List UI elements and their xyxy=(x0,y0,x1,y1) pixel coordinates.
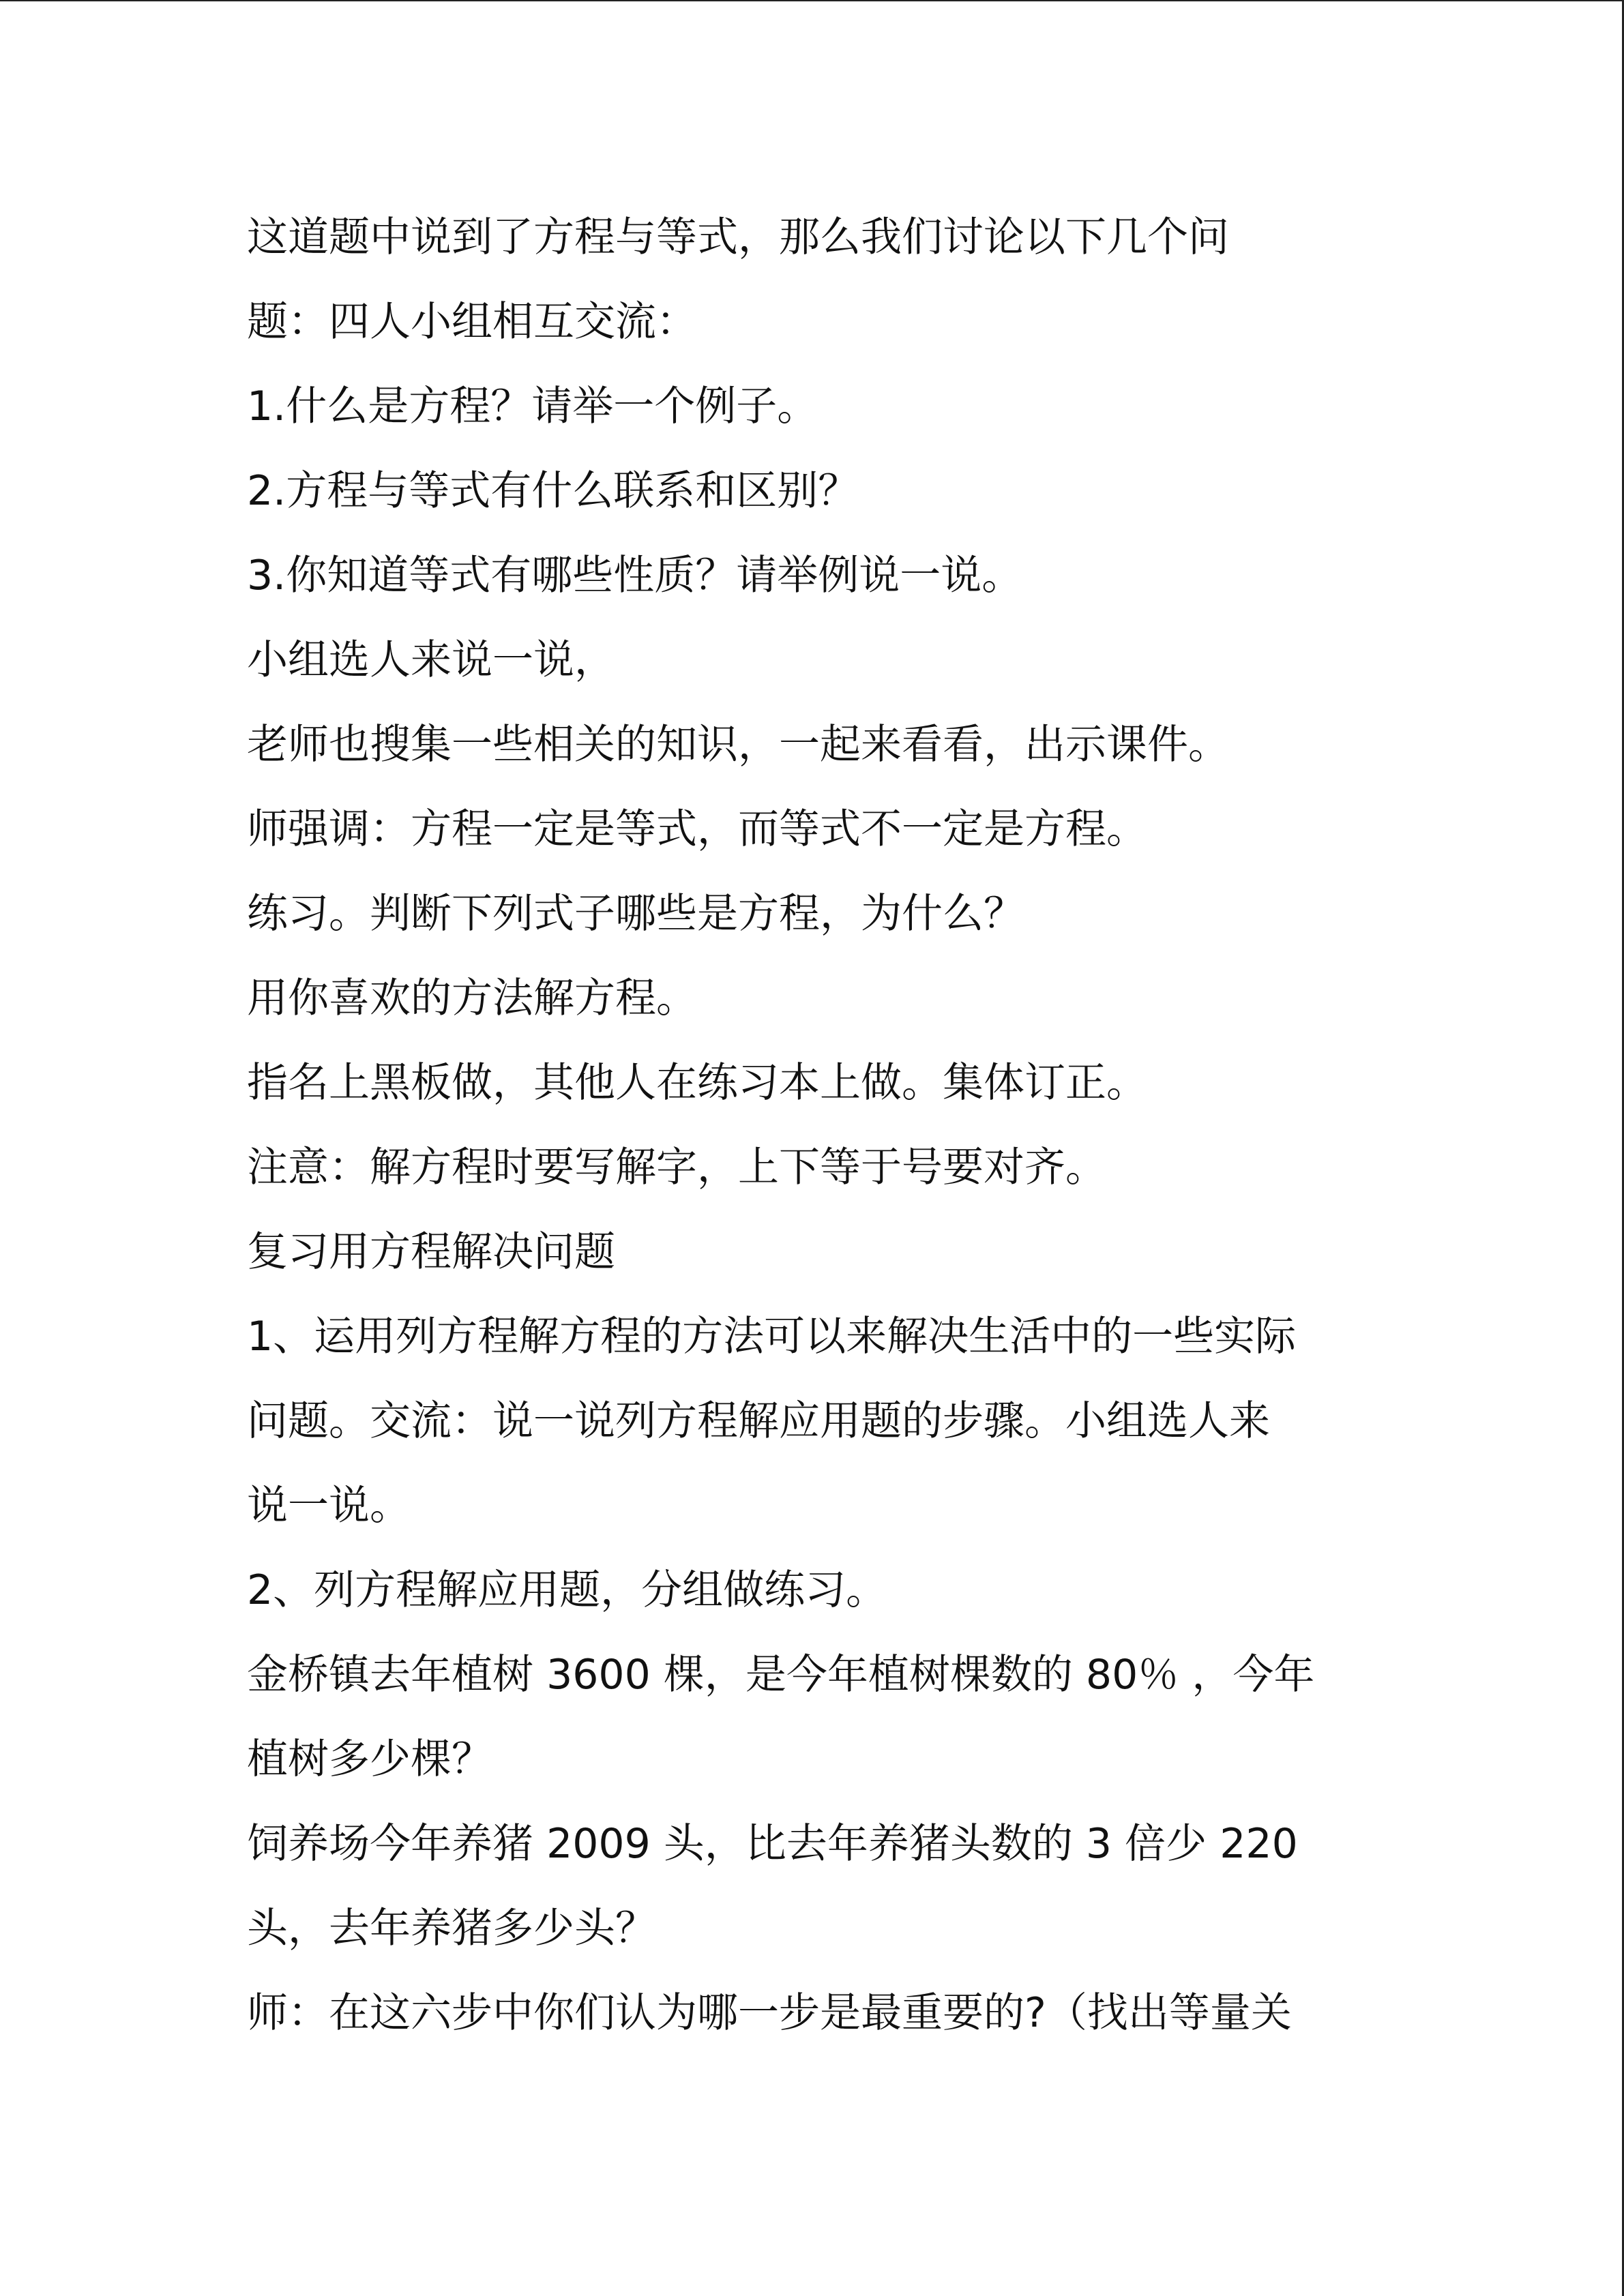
text-line: 师：在这六步中你们认为哪一步是最重要的?（找出等量关 xyxy=(247,1989,1292,2037)
text-line: 问题。交流：说一说列方程解应用题的步骤。小组选人来 xyxy=(247,1397,1270,1445)
text-line: 练习。判断下列式子哪些是方程，为什么？ xyxy=(247,890,1024,938)
text-line: 师强调：方程一定是等式，而等式不一定是方程。 xyxy=(247,805,1147,853)
page-top-border xyxy=(0,0,1624,1)
text-line: 这道题中说到了方程与等式，那么我们讨论以下几个问 xyxy=(247,213,1229,261)
text-line: 说一说。 xyxy=(247,1482,411,1530)
text-line: 注意：解方程时要写解字，上下等于号要对齐。 xyxy=(247,1144,1106,1191)
text-line: 2.方程与等式有什么联系和区别？ xyxy=(247,467,859,515)
document-body xyxy=(247,211,1393,2072)
text-line: 小组选人来说一说， xyxy=(247,636,615,684)
exercise-line: 饲养场今年养猪 2009 头，比去年养猪头数的 3 倍少 220 xyxy=(247,1820,1298,1868)
exercise-line: 头，去年养猪多少头？ xyxy=(247,1905,656,1952)
text-line: 用你喜欢的方法解方程。 xyxy=(247,974,697,1022)
section-heading: 复习用方程解决问题 xyxy=(247,1228,615,1276)
text-line: 1.什么是方程？请举一个例子。 xyxy=(247,383,818,430)
text-line: 指名上黑板做，其他人在练习本上做。集体订正。 xyxy=(247,1059,1147,1107)
exercise-line: 金桥镇去年植树 3600 棵，是今年植树棵数的 80％ ，今年 xyxy=(247,1651,1315,1699)
text-line: 3.你知道等式有哪些性质？请举例说一说。 xyxy=(247,552,1023,599)
text-line: 题：四人小组相互交流： xyxy=(247,298,697,346)
text-line: 1、运用列方程解方程的方法可以来解决生活中的一些实际 xyxy=(247,1313,1297,1360)
text-line: 2、列方程解应用题，分组做练习。 xyxy=(247,1566,887,1614)
text-line: 老师也搜集一些相关的知识，一起来看看，出示课件。 xyxy=(247,721,1229,769)
exercise-line: 植树多少棵？ xyxy=(247,1735,492,1783)
